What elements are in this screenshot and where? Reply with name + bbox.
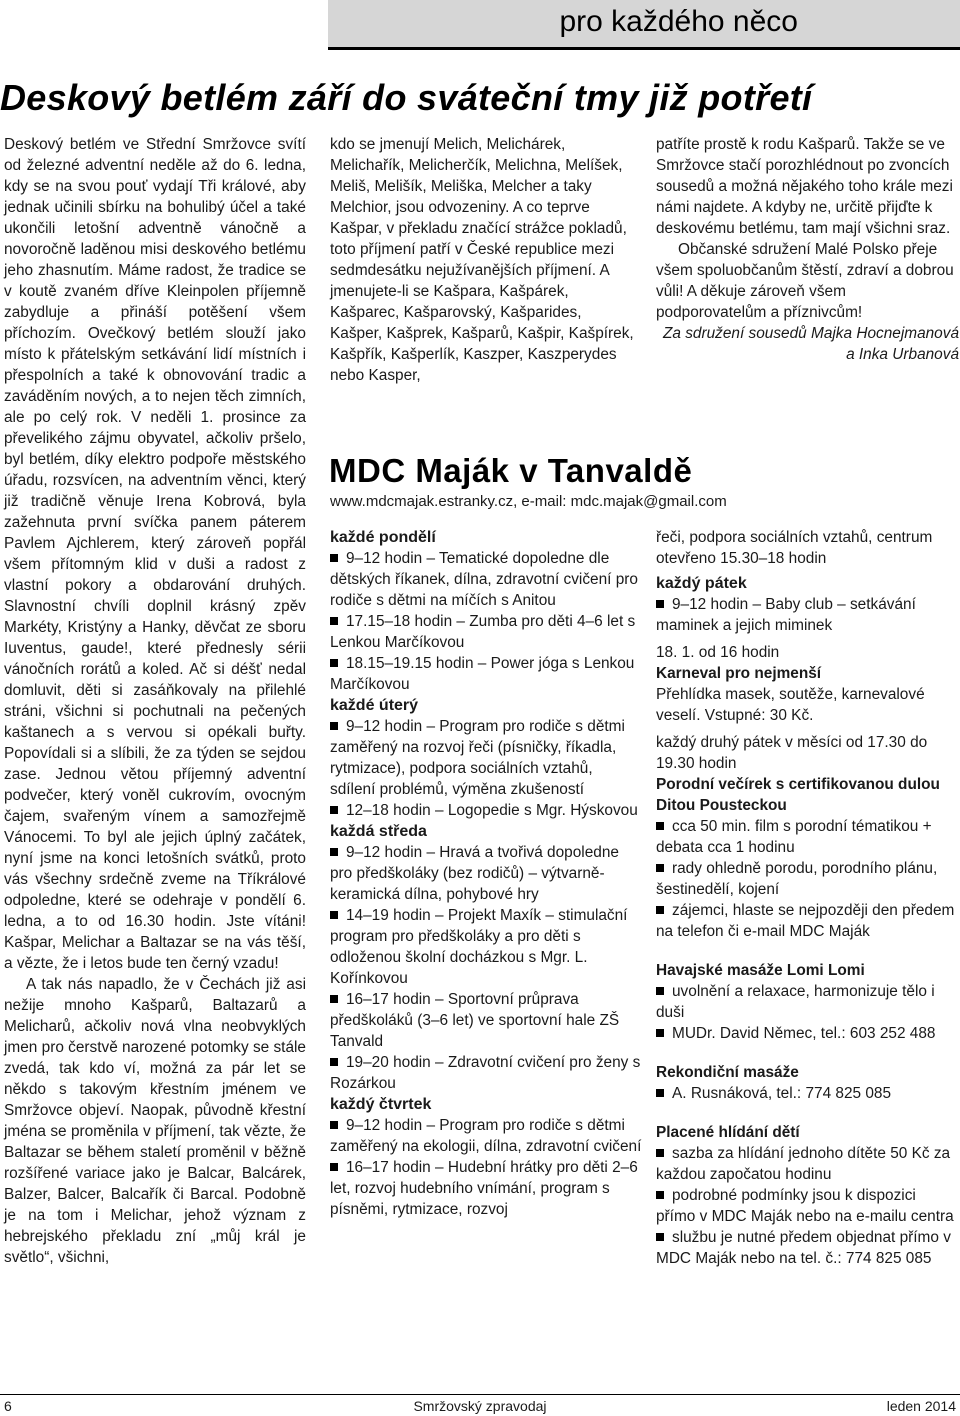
page-number: 6 (4, 1398, 12, 1414)
list-item: 16–17 hodin – Sportovní průprava předškoláků (3–6 let) ve sportovní hale ZŠ Tanvald (330, 991, 620, 1050)
bullet-icon (656, 1191, 664, 1199)
bullet-icon (330, 1121, 338, 1129)
bullet-icon (330, 806, 338, 814)
list-item: cca 50 min. film s porodní tématikou + debata cca 1 hodinu (656, 818, 932, 856)
carnival-title: Karneval pro nejmenší (656, 665, 822, 682)
rehab-title: Rekondiční masáže (656, 1064, 799, 1081)
schedule-left-column (330, 527, 642, 1220)
bullet-icon (330, 1163, 338, 1171)
bullet-icon (330, 554, 338, 562)
list-item: 16–17 hodin – Hudební hrátky pro děti 2–6 let, rozvoj hudebního vnímání, program s písněmi, rytmizace, rozvoj (330, 1159, 638, 1218)
bullet-icon (656, 822, 664, 830)
bullet-icon (330, 1058, 338, 1066)
list-item-continued: řeči, podpora sociálních vztahů, centrum otevřeno 15.30–18 hodin (656, 529, 933, 567)
babysit-title: Placené hlídání dětí (656, 1124, 800, 1141)
section-label: pro každého něco (559, 5, 798, 38)
article-signature: Za sdružení sousedů Majka Hocnejmanová a Inka Urbanová (663, 325, 959, 363)
article-paragraph: Deskový betlém ve Střední Smržovce svítí od železné adventní neděle až do 6. ledna, kdy se na svou pouť vydají Tři králové, aby jednak učinili sbírku na bohulibý účel a také ukončili letošní adventně vánočně a novoročně laděnou misi deskového betlému jeho zhasnutím. Máme radost, že tradice se v koutě zvaném dříve Kleinpolen příjemně zabydluje a přináší potěšení všem příchozím. Ovečkový betlém slouží jako místo k přátelským setkávání lidí místních i přespolních a také k obnovování tradic a zaváděním nových, a to nejen těch zimních, ale po celý rok. V neděli 1. prosince za převelikého zájmu obyvatel, ačkoliv pršelo, byl betlém, díky elektro podpoře městského úřadu, rozsvícen, na adventním věnci, který již tradičně věnuje Irena Kobrová, byla zažehnuta první svíčka panem páterem Pavlem Ajchlerem, který zároveň popřál všem přítomným klid v duši a radost z vlastní pokory a obdarování druhých. Slavnostní chvíli doplnil krásný zpěv Markéty, Kristýny a Hanky, děvčat ze sboru Iuventus, gaude!, které přednesly sérii vánočních rorátů a koled. Ač si déšť nedal domluvit, děti si zasáňkovaly na přilehlé stráni, všichni si pochutnali na pečených kaštanech a s vervou si opékali buřty. Popovídali si a slíbili, že za týden se sejdou zase. Jednou větou příjemný adventní podvečer, který voněl cukrovím, ovocným čajem, svařeným vínem a samozřejmě Vánocemi. To byl ale jejich úplný začátek, nyní jsme na konci letošních svátků, proto vás všechny srdečně zveme na Tříkrálové odpoledne, které se odehraje v pondělí 6. ledna, a to od 16.30 hodin. Jste vítáni! Kašpar, Melichar a Baltazar se na vás těší, a vězte, že i letos bude ten černý vzadu! (4, 136, 306, 972)
list-item: 9–12 hodin – Tematické dopoledne dle dětských říkanek, dílna, zdravotní cvičení pro rodiče s dětmi na míčích s Anitou (330, 550, 638, 609)
list-item: sazba za hlídání jednoho dítěte 50 Kč za každou započatou hodinu (656, 1145, 951, 1183)
birth-title: Porodní večírek s certifikovanou dulou Ditou Pousteckou (656, 776, 940, 814)
list-item: MUDr. David Němec, tel.: 603 252 488 (656, 1023, 956, 1044)
publication-name: Smržovský zpravodaj (413, 1398, 547, 1414)
bullet-icon (330, 848, 338, 856)
list-item: uvolnění a relaxace, harmonizuje tělo i duši (656, 983, 935, 1021)
bullet-icon (656, 600, 664, 608)
bullet-icon (656, 1029, 664, 1037)
article-column-1 (4, 134, 306, 1268)
bullet-icon (656, 906, 664, 914)
bullet-icon (330, 722, 338, 730)
footer-divider (0, 1394, 960, 1395)
lomi-title: Havajské masáže Lomi Lomi (656, 962, 865, 979)
list-item: zájemci, hlaste se nejpozději den předem na telefon či e-mail MDC Maják (656, 902, 955, 940)
monday-heading: každé pondělí (330, 529, 436, 546)
list-item: 17.15–18 hodin – Zumba pro děti 4–6 let s Lenkou Marčíkovou (330, 613, 636, 651)
list-item: 9–12 hodin – Hravá a tvořivá dopoledne pro předškoláky (bez rodičů) – výtvarně-keramická dílna, pohybové hry (330, 844, 619, 903)
article-column-3 (656, 134, 959, 365)
carnival-text: Přehlídka masek, soutěže, karnevalové veselí. Vstupné: 30 Kč. (656, 686, 925, 724)
list-item: podrobné podmínky jsou k dispozici přímo v MDC Maják nebo na e-mailu centra (656, 1187, 954, 1225)
article-column-2 (330, 134, 634, 386)
bullet-icon (656, 1149, 664, 1157)
bullet-icon (330, 995, 338, 1003)
list-item: 12–18 hodin – Logopedie s Mgr. Hýskovou (330, 800, 642, 821)
bullet-icon (330, 617, 338, 625)
mdc-title: MDC Maják v Tanvaldě (329, 452, 693, 489)
bullet-icon (330, 911, 338, 919)
bullet-icon (656, 987, 664, 995)
list-item: službu je nutné předem objednat přímo v MDC Maják nebo na tel. č.: 774 825 085 (656, 1229, 951, 1267)
section-band (328, 0, 960, 50)
mdc-contact: www.mdcmajak.estranky.cz, e-mail: mdc.majak@gmail.com (330, 493, 727, 510)
bullet-icon (656, 1089, 664, 1097)
thursday-heading: každý čtvrtek (330, 1096, 432, 1113)
carnival-date: 18. 1. od 16 hodin (656, 644, 780, 661)
list-item: A. Rusnáková, tel.: 774 825 085 (656, 1083, 956, 1104)
list-item: rady ohledně porodu, porodního plánu, šestinedělí, kojení (656, 860, 938, 898)
list-item: 9–12 hodin – Program pro rodiče s dětmi zaměřený na ekologii, dílna, zdravotní cvičení (330, 1117, 642, 1155)
bullet-icon (656, 1233, 664, 1241)
issue-date: leden 2014 (886, 1398, 956, 1414)
article-paragraph: Občanské sdružení Malé Polsko přeje všem spoluobčanům štěstí, zdraví a dobrou vůli! A děkuje zároveň všem podporovatelům a příznivcům! (656, 241, 954, 321)
article-paragraph: A tak nás napadlo, že v Čechách již asi nežije mnoho Kašparů, Baltazarů a Melicharů, ačkoliv nová vlna neobvyklých jmen pro čerstvě narozené potomky se stále zvedá, tak kdo ví, možná za pár let se někdo s takovým křestním jménem ve Smržovce objeví. Naopak, původně křestní jména se proměnila v příjmení, tak vězte, že Baltazar se během staletí proměnil v běžně rozšířené variace jako je Balcar, Balcárek, Balzer, Balcer, Balcařík či Barcal. Podobně je na tom i Melichar, jehož význam z hebrejského překladu zní „můj král je světlo“, všichni, (4, 976, 306, 1266)
wednesday-heading: každá středa (330, 823, 427, 840)
list-item: 14–19 hodin – Projekt Maxík – stimulační program pro předškoláky a pro děti s odloženou školní docházkou s Mgr. L. Kořínkovou (330, 907, 628, 987)
article-headline: Deskový betlém září do sváteční tmy již potřetí (0, 77, 813, 118)
friday-heading: každý pátek (656, 575, 747, 592)
article-paragraph-continued: kdo se jmenují Melich, Melichárek, Melichařík, Melicherčík, Melichna, Melíšek, Meliš, Melišík, Meliška, Melcher a taky Melchior, jsou odvozeniny. A co teprve Kašpar, v překladu značící strážce pokladů, toto příjmení patří v České republice mezi sedmdesátku nejužívanějších příjmení. A jmenujete-li se Kašpara, Kašpárek, Kašparec, Kašparovský, Kašparides, Kašper, Kašprek, Kašparů, Kašpir, Kašpírek, Kašpřík, Kašperlík, Kaszper, Kaszperydes nebo Kasper, (330, 136, 634, 384)
list-item: 9–12 hodin – Program pro rodiče s dětmi zaměřený na rozvoj řeči (písničky, říkadla, rytmizace), podpora sociálních vztahů, sdílení problémů, výměna zkušeností (330, 718, 625, 798)
bullet-icon (330, 659, 338, 667)
list-item: 9–12 hodin – Baby club – setkávání maminek a jejich miminek (656, 596, 916, 634)
list-item: 18.15–19.15 hodin – Power jóga s Lenkou Marčíkovou (330, 655, 635, 693)
list-item: 19–20 hodin – Zdravotní cvičení pro ženy s Rozárkou (330, 1054, 641, 1092)
bullet-icon (656, 864, 664, 872)
tuesday-heading: každé úterý (330, 697, 419, 714)
article-paragraph-continued: patříte prostě k rodu Kašparů. Takže se ve Smržovce stačí porozhlédnout po zvoncích sousedů a možná nějakého toho krále mezi námi najdete. A kdyby ne, určitě přijďte k deskovému betlému, tam mají všichni sraz. (656, 136, 953, 237)
schedule-right-column (656, 527, 956, 1269)
birth-schedule: každý druhý pátek v měsíci od 17.30 do 19.30 hodin (656, 734, 928, 772)
